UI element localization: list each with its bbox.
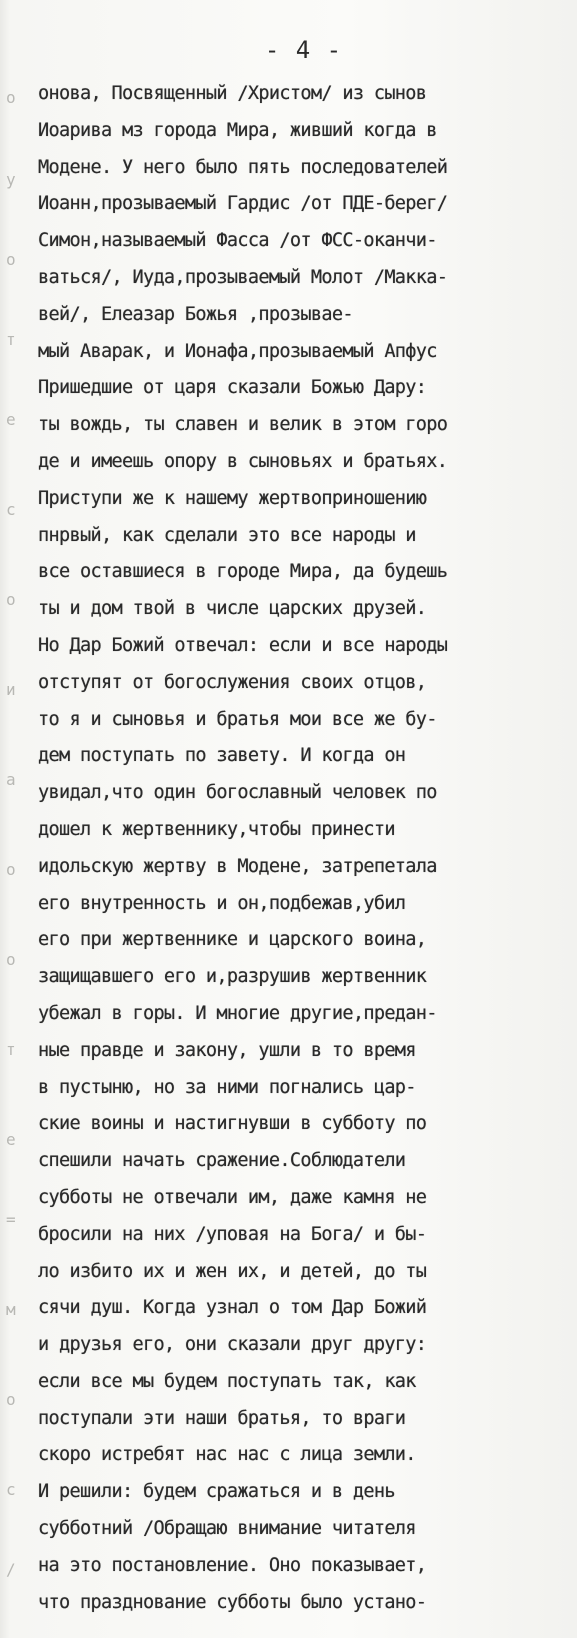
text-line: ские воины и настигнувши в субботу по [38, 1113, 427, 1135]
text-line: ты вождь, ты славен и велик в этом горо [38, 414, 448, 436]
text-line: его при жертвеннике и царского воина, [38, 929, 427, 951]
text-line: ные правде и закону, ушли в то время [38, 1039, 416, 1061]
text-line: поступали эти наши братья, то враги [38, 1407, 406, 1429]
text-line: де и имеешь опору в сыновьях и братьях. [38, 450, 448, 472]
text-line: на это постановление. Оно показывает, [38, 1554, 427, 1576]
text-line: убежал в горы. И многие другие,предан- [38, 1002, 437, 1024]
text-line: дошел к жертвеннику,чтобы принести [38, 818, 395, 840]
text-line: все оставшиеся в городе Мира, да будешь [38, 561, 448, 583]
text-line: бросили на них /уповая на Бога/ и бы- [38, 1223, 427, 1245]
bleed-through-margin: о у о т е с о и а о о т е = м о с / [6, 88, 16, 1579]
text-line: его внутренность и он,подбежав,убил [38, 892, 406, 914]
text-line: пнрвый, как сделали это все народы и [38, 524, 416, 546]
text-line: Но Дар Божий отвечал: если и все народы [38, 634, 448, 656]
page-number: - 4 - [264, 36, 343, 64]
text-line: субботний /Обращаю внимание читателя [38, 1518, 416, 1540]
text-line: идольскую жертву в Модене, затрепетала [38, 855, 437, 877]
text-line: отступят от богослужения своих отцов, [38, 671, 427, 693]
text-line: скоро истребят нас нас с лица земли. [38, 1444, 416, 1466]
text-line: то я и сыновья и братья мои все же бу- [38, 708, 437, 730]
text-line: онова, Посвященный /Христом/ из сынов [38, 83, 427, 104]
text-line: спешили начать сражение.Соблюдатели [38, 1150, 406, 1172]
text-line: дем поступать по завету. И когда он [38, 745, 406, 767]
text-line: что празднование субботы было устано- [38, 1591, 427, 1613]
text-line: защищавшего его и,разрушив жертвенник [38, 966, 427, 988]
text-line: ты и дом твой в числе царских друзей. [38, 598, 427, 620]
text-line: Приступи же к нашему жертвоприношению [38, 487, 427, 509]
text-line: вей/, Елеазар Божья ,прозывае- [38, 303, 353, 325]
text-line: Модене. У него было пять последователей [38, 156, 448, 178]
text-line: Иоарива мз города Мира, живший когда в [38, 119, 437, 141]
text-line: увидал,что один богославный человек по [38, 782, 437, 804]
text-line: в пустыню, но за ними погнались цар- [38, 1076, 416, 1098]
text-line: и друзья его, они сказали друг другу: [38, 1334, 427, 1356]
text-line: Иоанн,прозываемый Гардис /от ПДЕ-берег/ [38, 193, 448, 215]
text-line: ваться/, Иуда,прозываемый Молот /Макка- [38, 266, 448, 288]
text-line: если все мы будем поступать так, как [38, 1370, 416, 1392]
typewritten-body-text [38, 76, 574, 1621]
text-line: ло избито их и жен их, и детей, до ты [38, 1260, 427, 1282]
text-line: И решили: будем сражаться и в день [38, 1481, 395, 1503]
text-line: сячи душ. Когда узнал о том Дар Божий [38, 1297, 427, 1319]
text-line: мый Аварак, и Ионафа,прозываемый Апфус [38, 340, 437, 362]
text-line: Симон,называемый Фасса /от ФСС-оканчи- [38, 230, 437, 252]
text-line: Пришедшие от царя сказали Божью Дару: [38, 377, 427, 399]
text-line: субботы не отвечали им, даже камня не [38, 1186, 427, 1208]
